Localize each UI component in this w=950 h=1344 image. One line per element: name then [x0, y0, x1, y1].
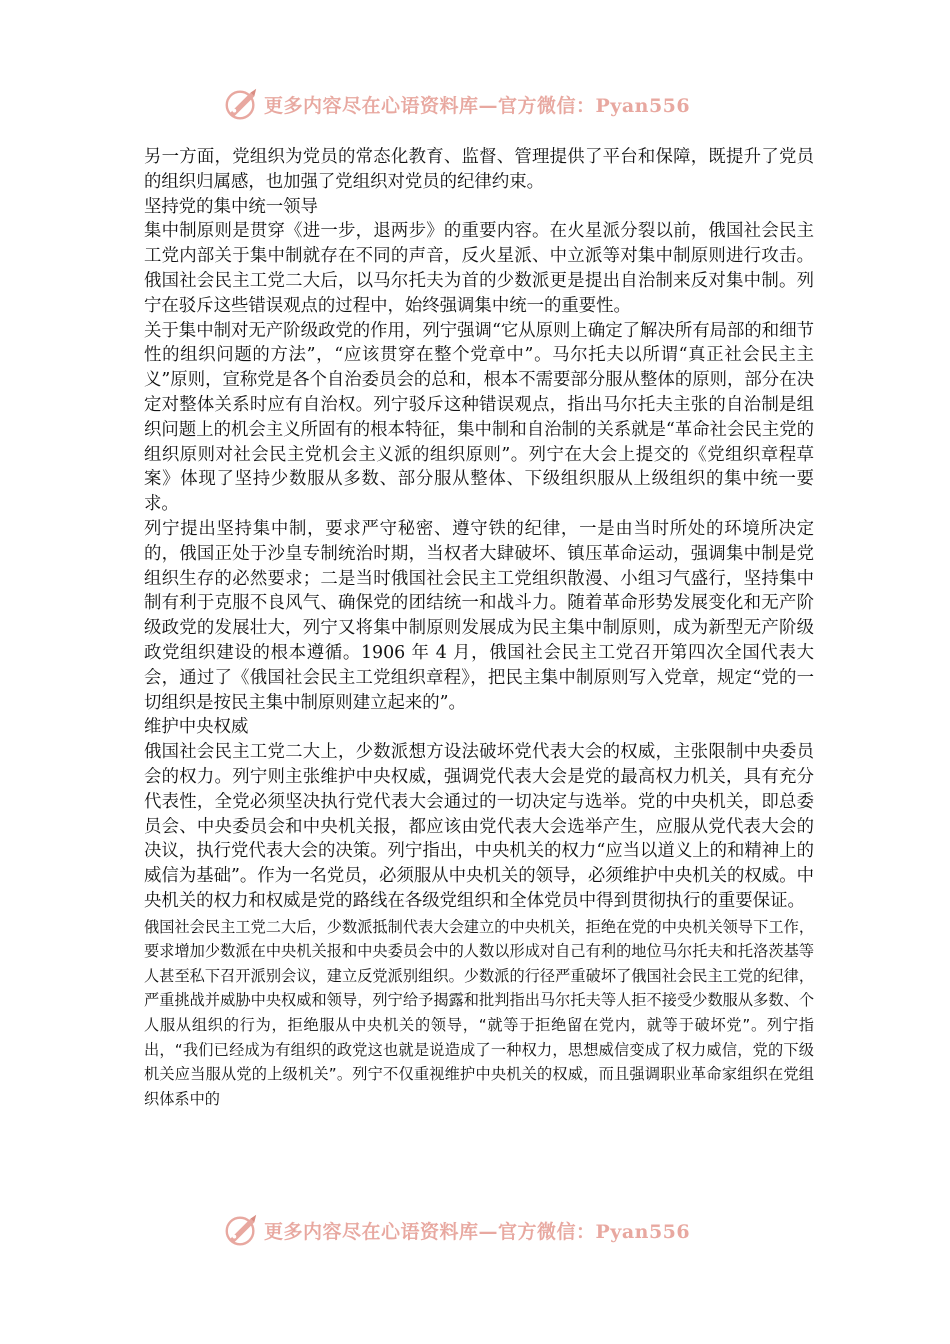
footer-watermark-text: 更多内容尽在心语资料库—官方微信：Pyan556: [264, 1220, 691, 1243]
document-body: [144, 145, 814, 1111]
paragraph-intro: 另一方面，党组织为党员的常态化教育、监督、管理提供了平台和保障，既提升了党员的组织归属感，也加强了党组织对党员的纪律约束。: [144, 147, 814, 192]
pen-logo-icon: [222, 85, 260, 123]
pen-logo-icon: [222, 1211, 260, 1249]
paragraph-central-authority: 俄国社会民主工党二大上，少数派想方设法破坏党代表大会的权威，主张限制中央委员会的权力。列宁则主张维护中央权威，强调党代表大会是党的最高权力机关，具有充分代表性，全党必须坚决执行党代表大会通过的一切决定与选举。党的中央机关，即总委员会、中央委员会和中央机关报，都应该由党代表大会选举产生，应服从党代表大会的决议，执行党代表大会的决策。列宁指出，中央机关的权力“应当以道义上的和精神上的威信为基础”。作为一名党员，必须服从中央机关的领导，必须维护中央机关的权威。中央机关的权力和权威是党的路线在各级党组织和全体党员中得到贯彻执行的重要保证。: [144, 742, 814, 911]
section-heading-central-authority: 维护中央权威: [144, 717, 249, 738]
paragraph-centralism-role: 关于集中制对无产阶级政党的作用，列宁强调“它从原则上确定了解决所有局部的和细节性的组织问题的方法”，“应该贯穿在整个党章中”。马尔托夫以所谓“真正社会民主主义”原则，宣称党是各个自治委员会的总和，根本不需要部分服从整体的原则，部分在决定对整体关系时应有自治权。列宁驳斥这种错误观点，指出马尔托夫主张的自治制是组织问题上的机会主义所固有的根本特征，集中制和自治制的关系就是“革命社会民主党的组织原则对社会民主党机会主义派的组织原则”。列宁在大会上提交的《党组织章程草案》体现了坚持少数服从多数、部分服从整体、下级组织服从上级组织的集中统一要求。: [144, 320, 814, 515]
footer-watermark-banner: [222, 1210, 722, 1250]
header-watermark-banner: [222, 84, 722, 124]
section-heading-centralized-leadership: 坚持党的集中统一领导: [144, 196, 318, 217]
paragraph-democratic-centralism: 列宁提出坚持集中制，要求严守秘密、遵守铁的纪律，一是由当时所处的环境所决定的，俄国正处于沙皇专制统治时期，当权者大肆破坏、镇压革命运动，强调集中制是党组织生存的必然要求；二是当时俄国社会民主工党组织散漫、小组习气盛行，坚持集中制有利于克服不良风气、确保党的团结统一和战斗力。随着革命形势发展变化和无产阶级政党的发展壮大，列宁又将集中制原则发展成为民主集中制原则，成为新型无产阶级政党组织建设的根本遵循。1906 年 4 月，俄国社会民主工党召开第四次全国代表大会，通过了《俄国社会民主工党组织章程》，把民主集中制原则写入党章，规定“党的一切组织是按民主集中制原则建立起来的”。: [144, 518, 814, 713]
paragraph-centralism-principle: 集中制原则是贯穿《进一步，退两步》的重要内容。在火星派分裂以前，俄国社会民主工党内部关于集中制就存在不同的声音，反火星派、中立派等对集中制原则进行攻击。俄国社会民主工党二大后，以马尔托夫为首的少数派更是提出自治制来反对集中制。列宁在驳斥这些错误观点的过程中，始终强调集中统一的重要性。: [144, 221, 814, 316]
paragraph-minority-resistance: 俄国社会民主工党二大后，少数派抵制代表大会建立的中央机关，拒绝在党的中央机关领导下工作，要求增加少数派在中央机关报和中央委员会中的人数以形成对自己有利的地位马尔托夫和托洛茨基等人甚至私下召开派别会议，建立反党派别组织。少数派的行径严重破坏了俄国社会民主工党的纪律，严重挑战并威胁中央权威和领导，列宁给予揭露和批判指出马尔托夫等人拒不接受少数服从多数、个人服从组织的行为，拒绝服从中央机关的领导，“就等于拒绝留在党内，就等于破坏党”。列宁指出，“我们已经成为有组织的政党这也就是说造成了一种权力，思想威信变成了权力威信，党的下级机关应当服从党的上级机关”。列宁不仅重视维护中央机关的权威，而且强调职业革命家组织在党组织体系中的: [144, 917, 814, 1108]
header-watermark-text: 更多内容尽在心语资料库—官方微信：Pyan556: [264, 94, 691, 117]
